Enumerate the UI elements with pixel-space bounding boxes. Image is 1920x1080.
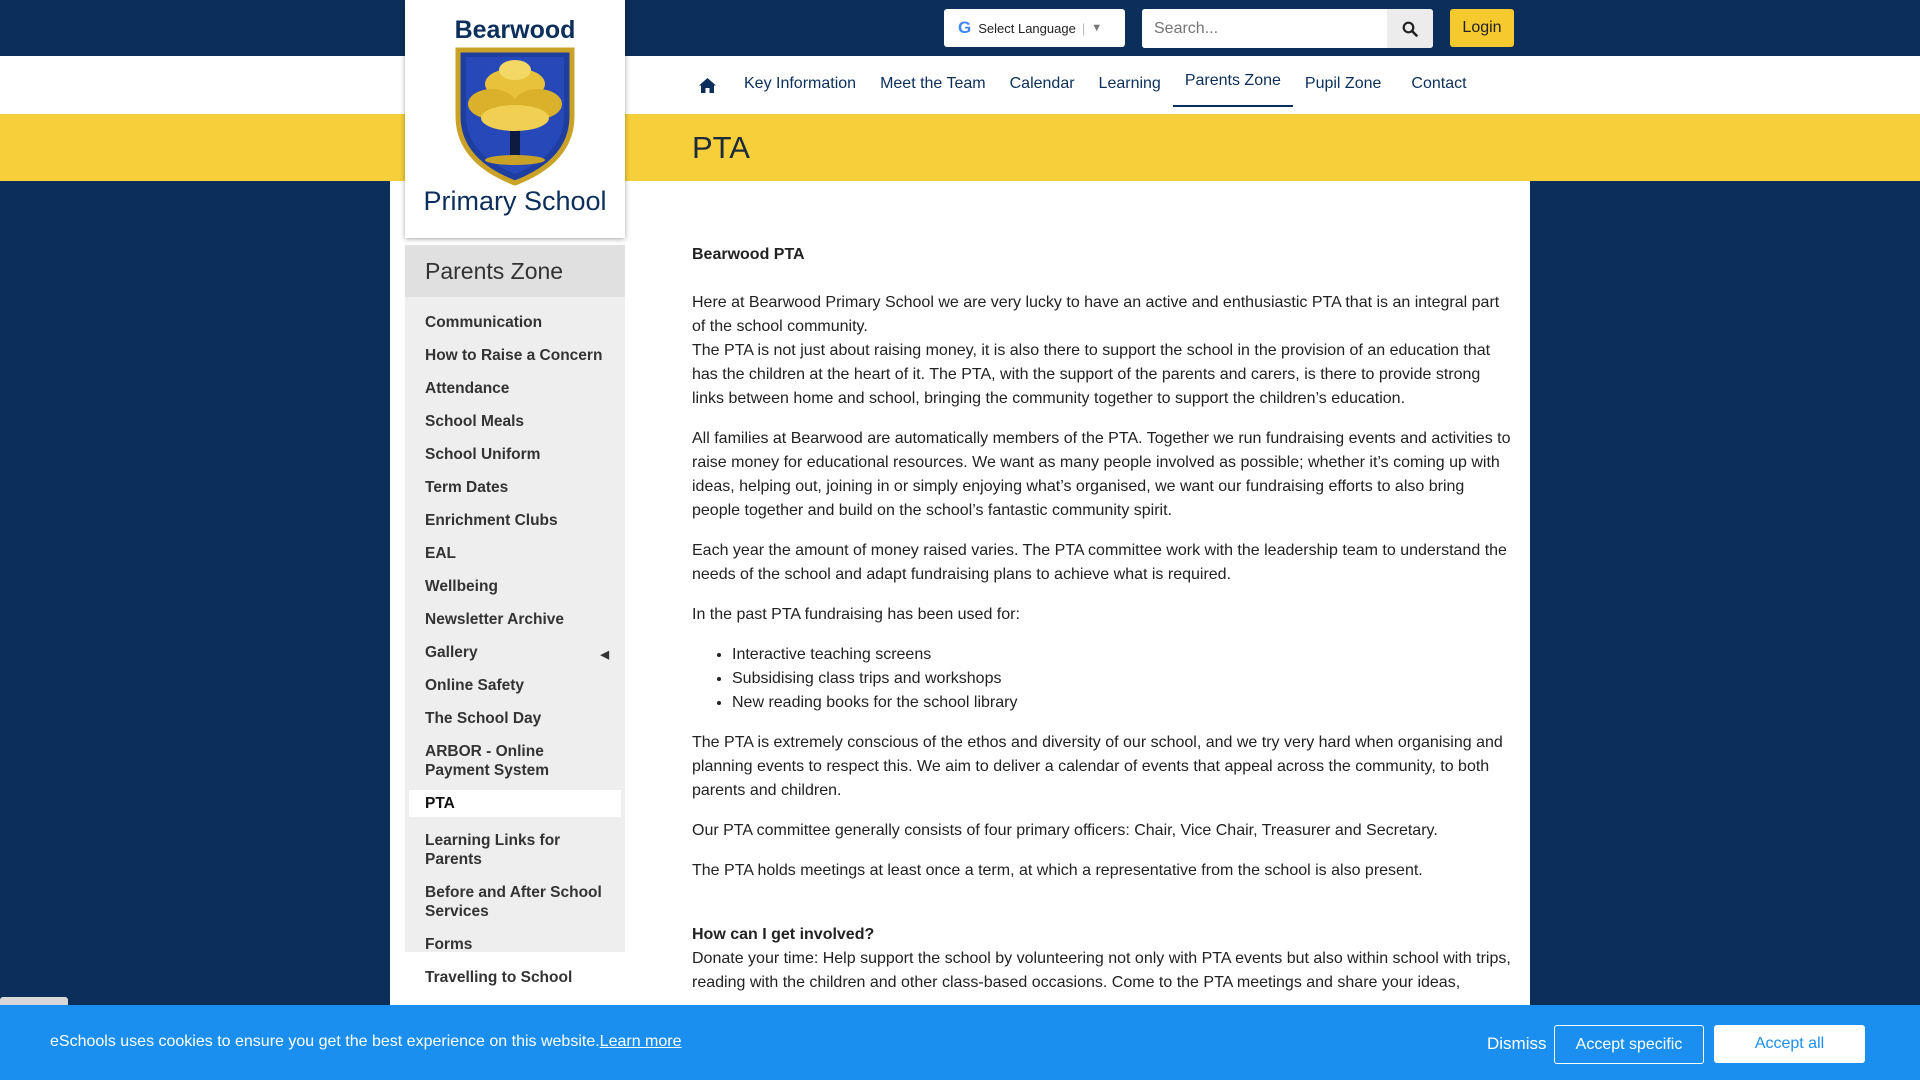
paragraph: The PTA is extremely conscious of the ethos and diversity of our school, and we try very hard when organising and planning events to respect this. We aim to deliver a calendar of events that appeal across the community, to both parents and children. [692, 734, 1503, 799]
sidebar-item-travelling[interactable]: Travelling to School [425, 969, 573, 986]
nav-meet-the-team[interactable]: Meet the Team [880, 75, 986, 92]
search-button[interactable] [1387, 9, 1433, 48]
paragraph: Here at Bearwood Primary School we are very lucky to have an active and enthusiastic PTA that is an integral part of the school community. [692, 294, 1500, 335]
sidebar-item-school-uniform[interactable]: School Uniform [425, 446, 541, 463]
accept-all-button[interactable]: Accept all [1714, 1025, 1865, 1063]
nav-contact[interactable]: Contact [1411, 75, 1467, 92]
paragraph: Our PTA committee generally consists of four primary officers: Chair, Vice Chair, Treasurer and Secretary. [692, 822, 1438, 839]
sidebar-item-before-after-school[interactable]: Before and After School Services [425, 884, 602, 920]
cookie-banner [0, 1005, 1920, 1080]
search-icon [1402, 21, 1418, 37]
sidebar-item-raise-concern[interactable]: How to Raise a Concern [425, 347, 603, 364]
sidebar-item-newsletter-archive[interactable]: Newsletter Archive [425, 611, 564, 628]
list-item: • New reading books for the school library [732, 691, 1514, 715]
article-subheading: How can I get involved? [692, 926, 875, 943]
nav-parents-zone[interactable]: Parents Zone [1173, 56, 1293, 107]
page-banner [0, 114, 1920, 181]
article [692, 243, 1514, 1011]
divider: | [1081, 20, 1086, 36]
sidebar-item-enrichment-clubs[interactable]: Enrichment Clubs [425, 512, 558, 529]
sidebar-item-arbor[interactable]: ARBOR - Online Payment System [425, 743, 550, 779]
learn-more-link[interactable]: Learn more [599, 1033, 682, 1050]
list-item: • Subsidising class trips and workshops [732, 667, 1514, 691]
paragraph: Donate your time: Help support the school by volunteering not only with PTA events but also within school with trips, reading with the children and other class-based occasions. Come to the PTA meetings and share your ideas, [692, 950, 1511, 991]
paragraph: The PTA holds meetings at least once a term, at which a representative from the school is also present. [692, 862, 1423, 879]
caret-left-icon[interactable]: ◀ [600, 649, 609, 661]
nav-pupil-zone[interactable]: Pupil Zone [1304, 75, 1382, 92]
nav-learning[interactable]: Learning [1098, 75, 1161, 92]
home-icon [698, 77, 717, 94]
sidebar-item-learning-links[interactable]: Learning Links for Parents [425, 832, 561, 868]
dropdown-arrow-icon: ▼ [1091, 22, 1103, 34]
sidebar-item-term-dates[interactable]: Term Dates [425, 479, 509, 496]
sidebar-item-communication[interactable]: Communication [425, 314, 543, 331]
paragraph: In the past PTA fundraising has been used for: [692, 606, 1020, 623]
accept-specific-button[interactable]: Accept specific [1554, 1025, 1704, 1064]
nav-calendar[interactable]: Calendar [1009, 75, 1075, 92]
sidebar-heading: Parents Zone [405, 245, 625, 297]
language-selector[interactable] [944, 9, 1125, 47]
sidebar-item-label: Gallery [425, 644, 478, 661]
sidebar-item-wellbeing[interactable]: Wellbeing [425, 578, 498, 595]
sidebar-item-gallery[interactable] [405, 639, 625, 666]
sidebar-item-online-safety[interactable]: Online Safety [425, 677, 525, 694]
article-heading: Bearwood PTA [692, 246, 805, 263]
sidebar-item-school-meals[interactable]: School Meals [425, 413, 525, 430]
home-link[interactable] [692, 56, 722, 114]
sidebar-item-attendance[interactable]: Attendance [425, 380, 510, 397]
sidebar-list [405, 309, 625, 991]
bullet-list [692, 643, 1514, 715]
nav-key-information[interactable]: Key Information [744, 75, 857, 92]
sidebar-item-pta[interactable]: PTA [409, 790, 621, 817]
paragraph: The PTA is not just about raising money, it is also there to support the school in the provision of an education that has the children at the heart of it. The PTA, with the support of the parents and carers, is there to provide strong links between home and school, bringing the community together to support the children’s education. [692, 342, 1491, 407]
sidebar-item-eal[interactable]: EAL [425, 545, 456, 562]
dismiss-button[interactable]: Dismiss [1487, 1034, 1547, 1053]
sidebar-item-forms[interactable]: Forms [425, 936, 473, 953]
logo-name-bottom: Primary School [423, 186, 607, 216]
search-box [1142, 9, 1433, 48]
paragraph: All families at Bearwood are automatically members of the PTA. Together we run fundraising events and activities to raise money for educational resources. We want as many people involved as possible; whether it’s coming up with ideas, helping out, joining in or simply enjoying what’s organised, we want our fundraising efforts to also bring people together and build on the school’s fantastic community spirit. [692, 430, 1511, 519]
sidebar-item-school-day[interactable]: The School Day [425, 710, 542, 727]
page-title: PTA [692, 130, 750, 165]
sidebar [405, 245, 625, 986]
login-button[interactable]: Login [1450, 9, 1514, 47]
paragraph: Each year the amount of money raised varies. The PTA committee work with the leadership team to understand the needs of the school and adapt fundraising plans to achieve what is required. [692, 542, 1507, 583]
list-item: • Interactive teaching screens [732, 643, 1514, 667]
school-logo[interactable] [405, 0, 625, 238]
school-crest-icon [450, 46, 580, 186]
language-label: Select Language [978, 20, 1076, 36]
google-icon: G [958, 18, 972, 37]
cookie-text: eSchools uses cookies to ensure you get the best experience on this website. [50, 1033, 600, 1050]
logo-name-top: Bearwood [454, 16, 576, 44]
search-input[interactable] [1142, 9, 1387, 48]
cookie-message [50, 1033, 682, 1051]
main-nav [692, 56, 1479, 114]
